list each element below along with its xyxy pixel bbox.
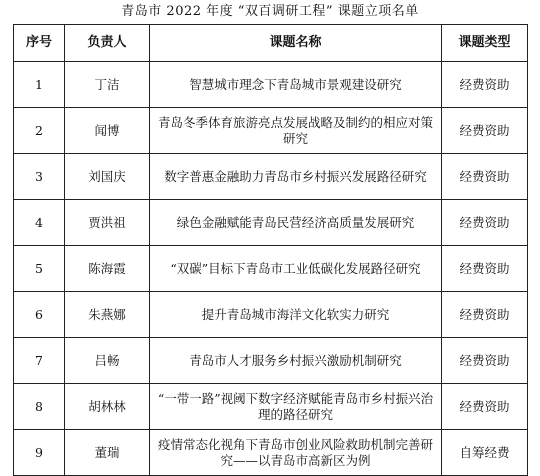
- header-serial: 序号: [14, 25, 65, 62]
- serial-cell: 4: [14, 200, 65, 246]
- type-cell: 经费资助: [442, 62, 528, 108]
- type-cell: 经费资助: [442, 338, 528, 384]
- leader-cell: 贾洪祖: [65, 200, 150, 246]
- serial-cell: 5: [14, 246, 65, 292]
- leader-cell: 丁洁: [65, 62, 150, 108]
- table-row: [14, 200, 528, 246]
- serial-cell: 8: [14, 384, 65, 430]
- topic-text: 数字普惠金融助力青岛市乡村振兴发展路径研究: [164, 168, 427, 184]
- topic-cell: [150, 200, 442, 246]
- topic-text: 青岛市人才服务乡村振兴激励机制研究: [189, 352, 402, 368]
- header-type: 课题类型: [442, 25, 528, 62]
- table-row: [14, 154, 528, 200]
- project-table: [13, 24, 528, 476]
- type-cell: 经费资助: [442, 154, 528, 200]
- topic-cell: [150, 338, 442, 384]
- topic-cell: [150, 108, 442, 154]
- topic-cell: [150, 292, 442, 338]
- type-cell: 经费资助: [442, 108, 528, 154]
- topic-cell: [150, 246, 442, 292]
- topic-text: 提升青岛城市海洋文化软实力研究: [201, 306, 390, 322]
- topic-cell: [150, 154, 442, 200]
- type-cell: 经费资助: [442, 292, 528, 338]
- table-row: [14, 62, 528, 108]
- topic-text: 青岛冬季体育旅游亮点发展战略及制约的相应对策研究: [157, 114, 433, 146]
- topic-text: “双碳”目标下青岛市工业低碳化发展路径研究: [170, 260, 421, 276]
- leader-cell: 闻博: [65, 108, 150, 154]
- document-title: 青岛市 2022 年度 “双百调研工程” 课题立项名单: [121, 4, 419, 19]
- topic-text: “一带一路”视阈下数字经济赋能青岛市乡村振兴治理的路径研究: [157, 390, 434, 422]
- table-row: [14, 292, 528, 338]
- table-row: [14, 430, 528, 476]
- serial-cell: 1: [14, 62, 65, 108]
- table-header-row: [14, 25, 528, 62]
- type-cell: 经费资助: [442, 384, 528, 430]
- leader-cell: 胡林林: [65, 384, 150, 430]
- leader-cell: 董瑞: [65, 430, 150, 476]
- header-topic: 课题名称: [150, 25, 442, 62]
- table-row: [14, 338, 528, 384]
- leader-cell: 刘国庆: [65, 154, 150, 200]
- topic-text: 智慧城市理念下青岛城市景观建设研究: [189, 76, 402, 92]
- type-cell: 经费资助: [442, 246, 528, 292]
- type-cell: 自筹经费: [442, 430, 528, 476]
- topic-cell: [150, 430, 442, 476]
- leader-cell: 陈海霞: [65, 246, 150, 292]
- type-cell: 经费资助: [442, 200, 528, 246]
- serial-cell: 6: [14, 292, 65, 338]
- topic-text: 绿色金融赋能青岛民营经济高质量发展研究: [176, 214, 415, 230]
- leader-cell: 朱燕娜: [65, 292, 150, 338]
- serial-cell: 3: [14, 154, 65, 200]
- topic-text: 疫情常态化视角下青岛市创业风险救助机制完善研究——以青岛市高新区为例: [157, 436, 433, 468]
- header-leader: 负责人: [65, 25, 150, 62]
- table-row: [14, 384, 528, 430]
- topic-cell: [150, 62, 442, 108]
- serial-cell: 7: [14, 338, 65, 384]
- leader-cell: 吕畅: [65, 338, 150, 384]
- serial-cell: 9: [14, 430, 65, 476]
- serial-cell: 2: [14, 108, 65, 154]
- table-row: [14, 246, 528, 292]
- topic-cell: [150, 384, 442, 430]
- table-row: [14, 108, 528, 154]
